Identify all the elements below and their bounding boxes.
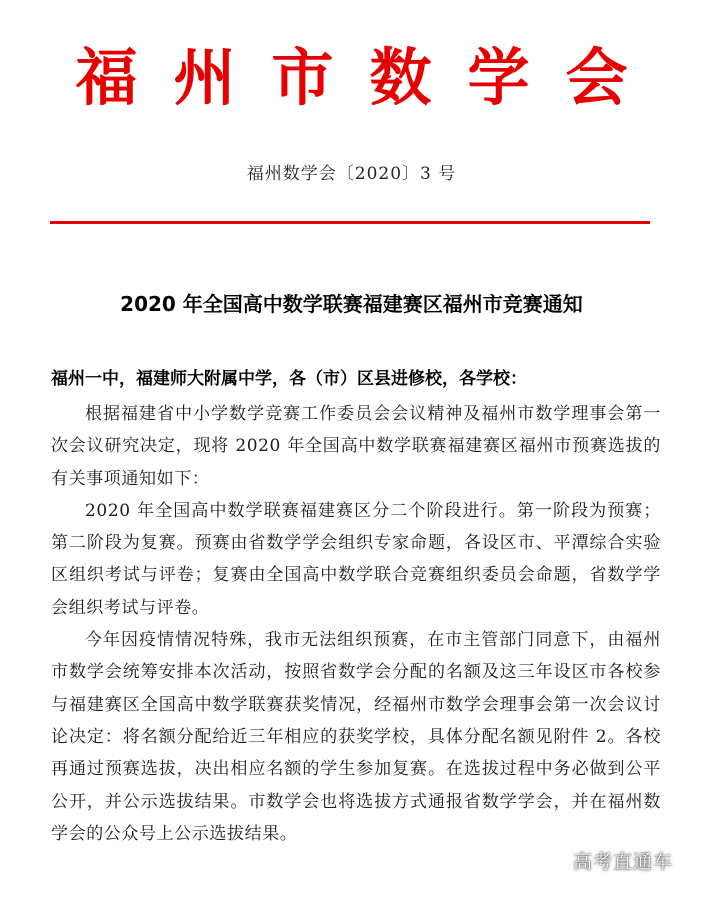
organization-header: 福州市数学会 <box>75 41 664 114</box>
red-divider-line <box>50 221 650 224</box>
body-paragraph: 根据福建省中小学数学竞赛工作委员会会议精神及福州市数学理事会第一次会议研究决定，现将 2020 年全国高中数学联赛福建赛区福州市预赛选拔的有关事项通知如下： <box>51 404 661 489</box>
body-paragraph: 2020 年全国高中数学联赛福建赛区分二个阶段进行。第一阶段为预赛；第二阶段为复赛。预赛由省数学学会组织专家命题，各设区市、平潭综合实验区组织考试与评卷；复赛由全国高中数学联合竞赛组织委员会命题，省数学学会组织考试与评卷。 <box>51 500 661 618</box>
watermark: 高考直通车 <box>572 851 673 873</box>
document-number: 福州数学会〔2020〕3 号 <box>246 164 457 184</box>
addressee-line: 福州一中，福建师大附属中学，各（市）区县进修校，各学校： <box>51 369 527 389</box>
body-paragraph: 今年因疫情情况特殊，我市无法组织预赛，在市主管部门同意下，由福州市数学会统筹安排本次活动，按照省数学会分配的名额及这三年设区市各校参与福建赛区全国高中数学联赛获奖情况，经福州市数学会理事会第一次会议讨论决定：将名额分配给近三年相应的获奖学校，具体分配名额见附件 2。各校再通过预赛选拔，决出相应名额的学生参加复赛。在选拔过程中务必做到公平公开，并公示选拔结果。市数学会也将选拔方式通报省数学学会，并在福州数学会的公众号上公示选拔结果。 <box>51 630 661 844</box>
document-body <box>51 398 661 850</box>
document-title: 2020 年全国高中数学联赛福建赛区福州市竞赛通知 <box>120 292 583 316</box>
